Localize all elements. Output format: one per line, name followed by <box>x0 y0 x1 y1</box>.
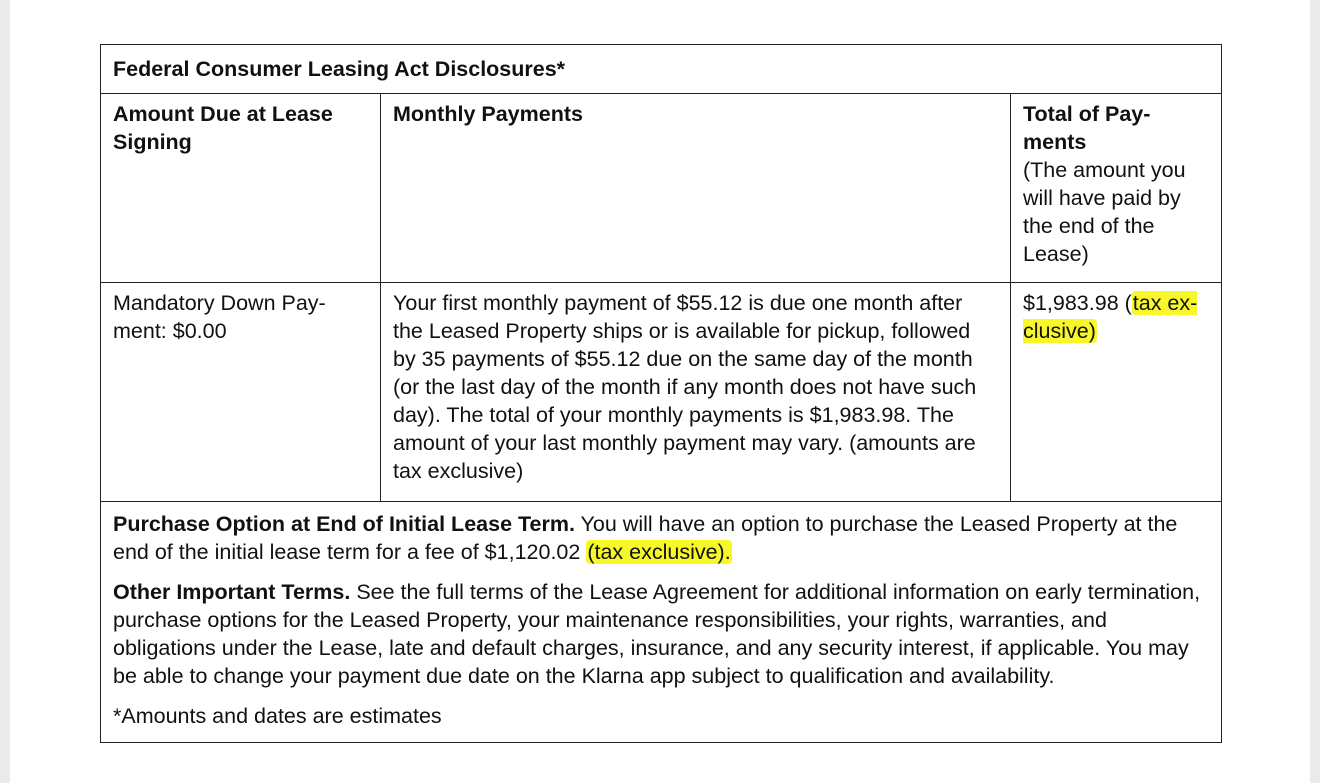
total-of-payments-header-note: (The amount you will have paid by the end of the Lease) <box>1023 158 1186 266</box>
amount-due-header <box>101 94 381 282</box>
monthly-payments-header-label: Monthly Payments <box>393 102 583 126</box>
purchase-option-text: You will have an option to purchase the Leased Property at the end of the initial lease term for a fee of $1,120.02 <box>113 512 1178 564</box>
purchase-tax-highlight: (tax exclusive). <box>587 540 731 564</box>
monthly-payments-header <box>381 94 1011 282</box>
total-amount: $1,983.98 ( <box>1023 291 1132 315</box>
footnote: *Amounts and dates are estimates <box>113 704 442 728</box>
terms-section <box>101 502 1221 742</box>
total-tax-highlight: tax ex- clusive) <box>1023 291 1198 343</box>
document-page <box>10 0 1310 783</box>
purchase-option-paragraph <box>113 510 1209 566</box>
other-terms-heading: Other Important Terms. <box>113 580 351 604</box>
purchase-option-heading: Purchase Option at End of Initial Lease Term. <box>113 512 575 536</box>
header-row <box>101 94 1221 283</box>
values-row <box>101 283 1221 502</box>
other-terms-paragraph <box>113 578 1209 690</box>
monthly-payments-value: Your first monthly payment of $55.12 is due one month after the Leased Property ships or is available for pickup, followed by 35 payments of $55.12 due on the same day of the month (or the last day of the month if any month does not have such day). The total of your monthly payments is $1,983.98. The amount of your last monthly payment may vary. (amounts are tax exclusive) <box>381 283 1011 501</box>
total-of-payments-header <box>1011 94 1221 282</box>
total-of-payments-value <box>1011 283 1221 501</box>
amount-due-header-label: Amount Due at Lease Signing <box>113 102 333 154</box>
table-title-row <box>101 45 1221 94</box>
table-title: Federal Consumer Leasing Act Disclosures* <box>113 57 566 81</box>
amount-due-value: Mandatory Down Pay- ment: $0.00 <box>101 283 381 501</box>
total-of-payments-header-label: Total of Pay- ments <box>1023 102 1151 154</box>
other-terms-text: See the full terms of the Lease Agreement for additional information on early termination, purchase options for the Leased Property, your maintenance responsibilities, your rights, warranties, and obligations under the Lease, late and default charges, insurance, and any security interest, if applicable. You may be able to change your payment due date on the Klarna app subject to qualification and availability. <box>113 580 1201 688</box>
disclosure-table <box>100 44 1222 743</box>
